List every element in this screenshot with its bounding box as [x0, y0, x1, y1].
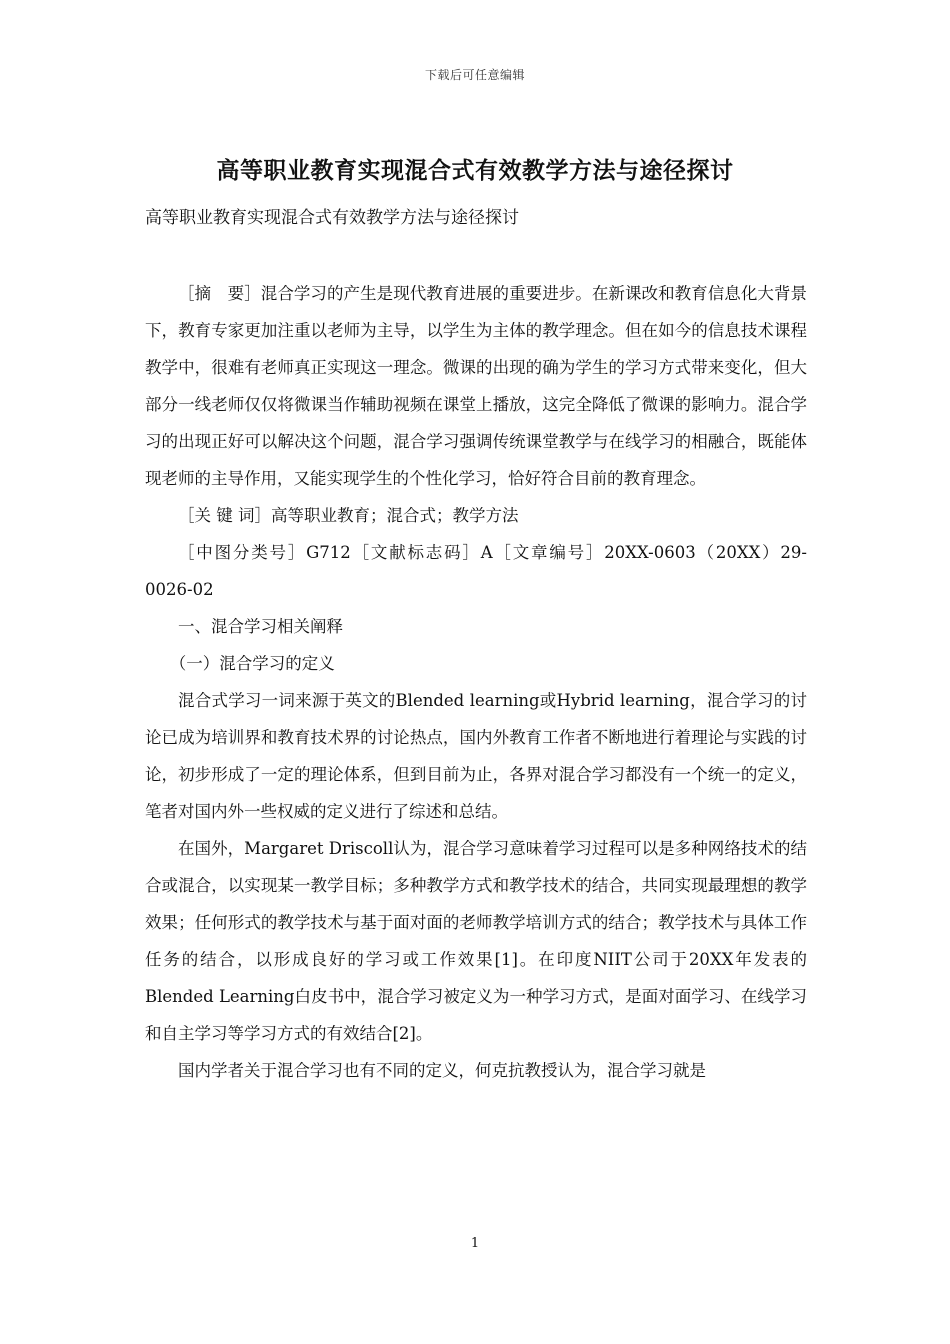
body-paragraph: 国内学者关于混合学习也有不同的定义，何克抗教授认为，混合学习就是	[178, 1061, 706, 1080]
body-paragraph: 混合式学习一词来源于英文的Blended learning或Hybrid learning，混合学习的讨论已成为培训界和教育技术界的讨论热点，国内外教育工作者不断地进行着理论与实践的讨论，初步形成了一定的理论体系，但到目前为止，各界对混合学习都没有一个统一的定义，笔者对国内外一些权威的定义进行了综述和总结。	[145, 691, 807, 821]
classification-paragraph: ［中图分类号］G712［文献标志码］A［文章编号］20XX-0603（20XX）29-0026-02	[145, 543, 807, 599]
body-paragraph: 在国外，Margaret Driscoll认为，混合学习意味着学习过程可以是多种网络技术的结合或混合，以实现某一教学目标；多种教学方式和教学技术的结合，共同实现最理想的教学效果；任何形式的教学技术与基于面对面的老师教学培训方式的结合；教学技术与具体工作任务的结合，以形成良好的学习或工作效果[1]。在印度NIIT公司于20XX年发表的Blended Learning白皮书中，混合学习被定义为一种学习方式，是面对面学习、在线学习和自主学习等学习方式的有效结合[2]。	[145, 839, 807, 1043]
header-note: 下载后可任意编辑	[424, 68, 525, 82]
document-subtitle: 高等职业教育实现混合式有效教学方法与途径探讨	[145, 208, 519, 228]
document-body	[145, 275, 807, 1089]
page-number: 1	[470, 1236, 480, 1251]
document-title: 高等职业教育实现混合式有效教学方法与途径探讨	[216, 157, 734, 184]
abstract-paragraph: ［摘 要］混合学习的产生是现代教育进展的重要进步。在新课改和教育信息化大背景下，教育专家更加注重以老师为主导，以学生为主体的教学理念。但在如今的信息技术课程教学中，很难有老师真正实现这一理念。微课的出现的确为学生的学习方式带来变化，但大部分一线老师仅仅将微课当作辅助视频在课堂上播放，这完全降低了微课的影响力。混合学习的出现正好可以解决这个问题，混合学习强调传统课堂教学与在线学习的相融合，既能体现老师的主导作用，又能实现学生的个性化学习，恰好符合目前的教育理念。	[145, 284, 807, 488]
subsection-heading: （一）混合学习的定义	[169, 654, 335, 673]
section-heading: 一、混合学习相关阐释	[178, 617, 343, 636]
keywords-paragraph: ［关 键 词］高等职业教育；混合式；教学方法	[178, 506, 519, 525]
